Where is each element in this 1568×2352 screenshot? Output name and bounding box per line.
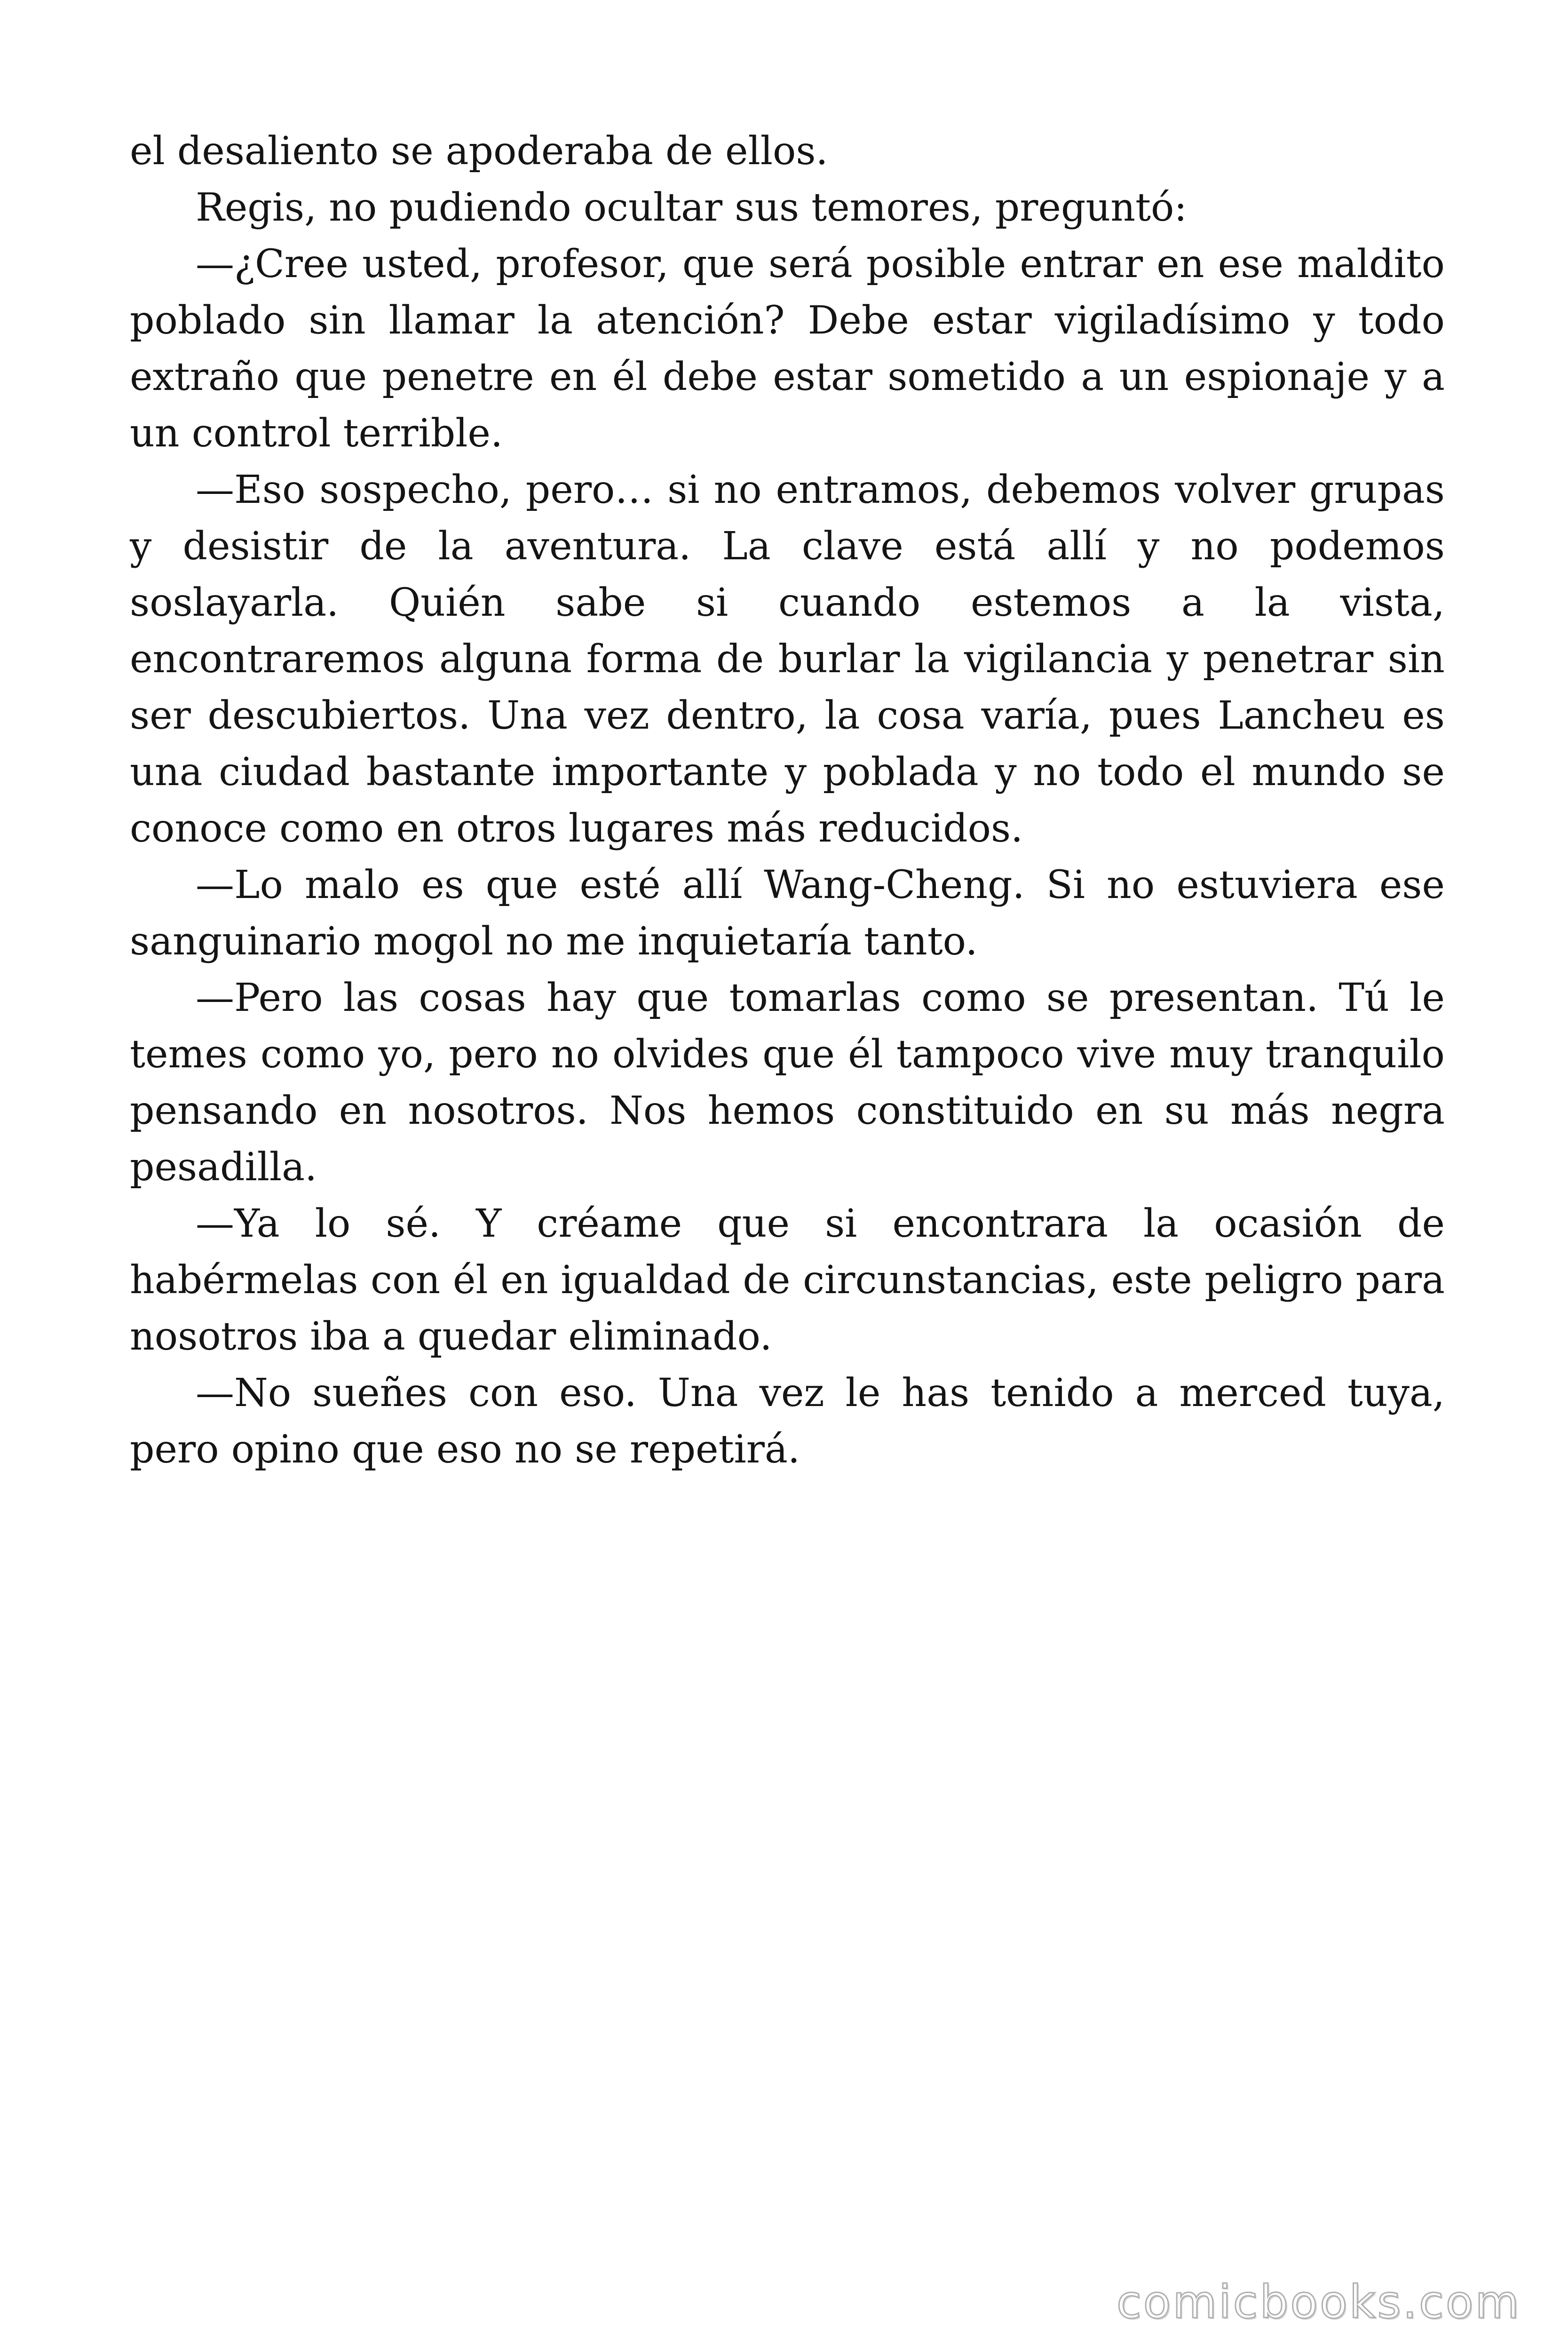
paragraph-3: —¿Cree usted, profesor, que será posible entrar en ese maldito poblado sin llamar la atención? Debe estar vigiladísimo y todo extraño que penetre en él debe estar sometido a un espionaje y a un control terrible. — [130, 242, 1445, 456]
paragraph-7: —Ya lo sé. Y créame que si encontrara la ocasión de habérmelas con él en igualdad de circunstancias, este peligro para nosotros iba a quedar eliminado. — [130, 1201, 1445, 1359]
paragraph-5: —Lo malo es que esté allí Wang-Cheng. Si no estuviera ese sanguinario mogol no me inquietaría tanto. — [130, 863, 1445, 964]
paragraph-4: —Eso sospecho, pero… si no entramos, debemos volver grupas y desistir de la aventura. La clave está allí y no podemos soslayarla. Quién sabe si cuando estemos a la vista, encontraremos alguna forma de burlar la vigilancia y penetrar sin ser descubiertos. Una vez dentro, la cosa varía, pues Lancheu es una ciudad bastante importante y poblada y no todo el mundo se conoce como en otros lugares más reducidos. — [130, 468, 1445, 851]
page-body — [130, 123, 1445, 1478]
paragraph-1: el desaliento se apoderaba de ellos. — [130, 129, 828, 174]
paragraph-8: —No sueñes con eso. Una vez le has tenido a merced tuya, pero opino que eso no se repetirá. — [130, 1371, 1445, 1472]
paragraph-2: Regis, no pudiendo ocultar sus temores, preguntó: — [196, 185, 1188, 230]
watermark: comicbooks.com — [1116, 2276, 1521, 2328]
paragraph-6: —Pero las cosas hay que tomarlas como se presentan. Tú le temes como yo, pero no olvides que él tampoco vive muy tranquilo pensando en nosotros. Nos hemos constituido en su más negra pesadilla. — [130, 976, 1445, 1190]
